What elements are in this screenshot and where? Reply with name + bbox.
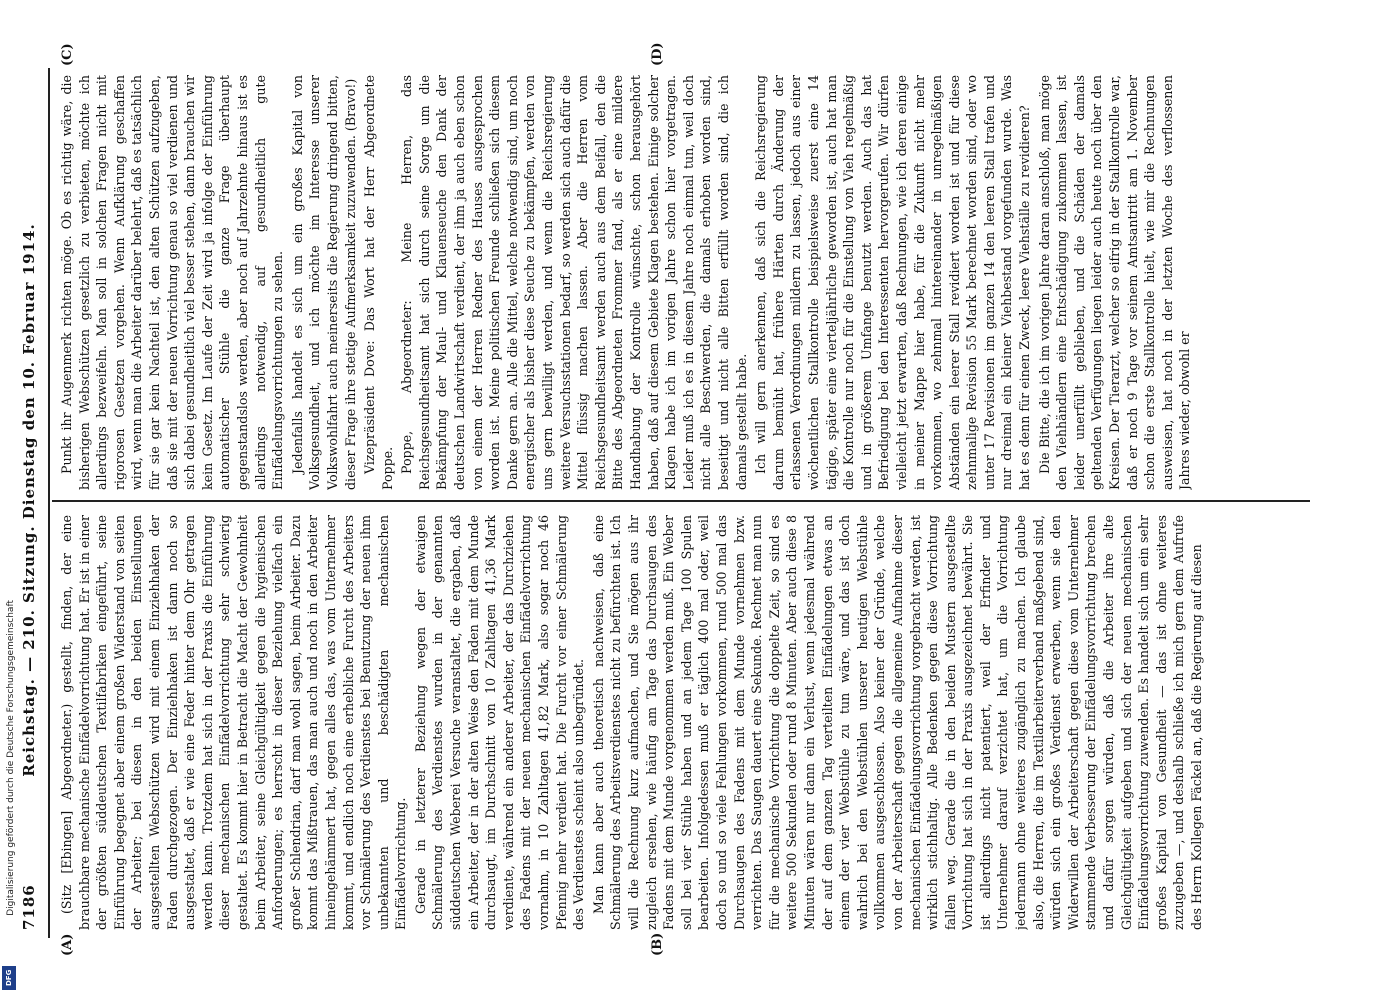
left-column xyxy=(58,515,1308,930)
speaker-paragraph: Poppe, Abgeordneter: Meine Herren, das Reichsgesundheitsamt hat sich durch seine Sorge um die Bekämpfung der Maul- und Klauenseuche den Dank der deutschen Landwirtschaft verdient, der ihm ja auch eben schon von einem der Herren Redner des Hauses ausgesprochen worden ist. Meine politischen Freunde schließen sich diesem Danke gern an. Alle die Mittel, welche notwendig sind, um noch energischer als bisher diese Seuche zu bekämpfen, werden von uns gern bewilligt werden, und wenn die Reichsregierung weitere Versuchsstationen bedarf, so werden sich auch dafür die Mittel flüssig machen lassen. Aber die Herren vom Reichsgesundheitsamt werden auch aus dem Beifall, den die Bitte des Abgeordneten Frommer fand, als er eine mildere Handhabung der Kontrolle wünschte, schon herausgehört haben, daß auf diesem Gebiete Klagen bestehen. Einige solcher Klagen habe ich im vorigen Jahre schon hier vorgetragen. Leider muß ich es in diesem Jahre noch einmal tun, weil doch nicht alle Beschwerden, die damals erhoben worden sind, beseitigt und nicht alle Bitten erfüllt worden sind, die ich damals gestellt habe. xyxy=(399,75,749,490)
margin-marker-c: (C) xyxy=(60,43,75,66)
paragraph: Man kann aber auch theoretisch nachweisen, daß eine Schmälerung des Arbeitsverdienstes nicht zu befürchten ist. Ich will die Rechnung kurz aufmachen, und Sie mögen aus ihr zugleich ersehen, wie häufig am Tage das Durchsaugen des Fadens mit dem Munde vorgenommen werden muß. Ein Weber soll bei vier Stühle haben und an jedem Tage 100 Spulen bearbeiten. Infolgedessen muß er täglich 400 mal oder, weil doch so und so viele Fehlungen vorkommen, rund 500 mal das Durchsaugen des Fadens mit dem Munde vornehmen bzw. verrichten. Das Saugen dauert eine Sekunde. Rechnet man nun für die mechanische Vorrichtung die doppelte Zeit, so sind es weitere 500 Sekunden oder rund 8 Minuten. Aber auch diese 8 Minuten wären nur dann ein Verlust, wenn jedesmal während der auf dem ganzen Tag verteilten Einfädelungen etwas an einem der vier Webstühle zu tun wäre, und das ist doch wahrlich bei den Webstühlen unserer heutigen Webstühle vollkommen ausgeschlossen. Also keiner der Gründe, welche von der Arbeiterschaft gegen die allgemeine Aufnahme dieser mechanischen Einfädelungsvorrichtung vorgebracht werden, ist wirklich stichhaltig. Alle Bedenken gegen diese Vorrichtung fallen weg. Gerade die in den beiden Mustern ausgestellte Vorrichtung hat sich in der Praxis ausgezeichnet bewährt. Sie ist allerdings nicht patentiert, weil der Erfinder und Unternehmer darauf verzichtet hat, um die Vorrichtung jedermann ohne weiteres zugänglich zu machen. Ich glaube also, die Herren, die im Textilarbeiterverband maßgebend sind, würden sich ein großes Verdienst erwerben, wenn sie den Widerwillen der Arbeiterschaft gegen diese vom Unternehmer stammende Verbesserung der Einfädelungsvorrichtung brechen und dafür sorgen würden, daß die Arbeiter ihre alte Gleichgültigkeit aufgeben und sich der neuen mechanischen Einfädelungsvorrichtung zuwenden. Es handelt sich um ein sehr großes Kapital von Gesundheit — das ist ohne weiteres zuzugeben —, und deshalb schließe ich mich gern dem Aufrufe des Herrn Kollegen Fäckel an, daß die Regierung auf diesen xyxy=(590,515,1204,930)
page-number: 7186 xyxy=(20,884,38,930)
page-header xyxy=(14,70,46,930)
paragraph: Punkt ihr Augenmerk richten möge. Ob es richtig wäre, die bisherigen Webschützen gesetzlich zu verbieten, möchte ich allerdings bezweifeln. Man soll in solchen Fragen nicht mit rigorosen Gesetzen vorgehen. Wenn Aufklärung geschaffen wird, wenn man die Arbeiter darüber belehrt, daß es tatsächlich für sie gar kein Nachteil ist, den alten Schützen aufzugeben, daß sie mit der neuen Vorrichtung genau so viel verdienen und sich dabei gesundheitlich viel besser stehen, dann brauchen wir kein Gesetz. Im Laufe der Zeit wird ja infolge der Einführung automatischer Stühle die ganze Frage überhaupt gegenstandslos werden, aber noch auf Jahrzehnte hinaus ist es allerdings notwendig, auf gesundheitlich gute Einfädelungsvorrichtungen zu sehen. xyxy=(59,75,286,490)
margin-marker-b: (B) xyxy=(650,932,665,956)
running-title: Reichstag. — 210. Sitzung. Dienstag den 10. Februar 1914. xyxy=(20,223,38,777)
header-rule xyxy=(48,68,50,938)
paragraph: (Sitz [Ebingen] Abgeordneter.) gestellt, finden, der eine brauchbare mechanische Einfädelvorrichtung hat. Er ist in einer der größten süddeutschen Textilfabriken eingeführt, seine Einführung begegnet aber einem großen Widerstand von seiten der Arbeiter; bei diesen in den beiden Einstellungen ausgestellten Webschützen wird mit einem Einziehhaken der Faden durchgezogen. Der Einziehhaken ist dann noch so ausgestaltet, daß er wie eine Feder hinter dem Ohr getragen werden kann. Trotzdem hat sich in der Praxis die Einführung dieser mechanischen Einfädelvorrichtung sehr schwierig gestaltet. Es kommt hier in Betracht die Macht der Gewohnheit beim Arbeiter, seine Gleichgültigkeit gegen die hygienischen Anforderungen; es herrscht in dieser Beziehung vielfach ein großer Schlendrian, darf man wohl sagen, beim Arbeiter. Dazu kommt das Mißtrauen, das man auch und noch in den Arbeiter hineingehämmert hat, gegen alles das, was vom Unternehmer kommt, und endlich noch eine erhebliche Furcht des Arbeiters vor Schmälerung des Verdienstes bei Benutzung der neuen ihm unbekannten und beschädigten mechanischen Einfädelvorrichtung. xyxy=(59,515,409,930)
digitization-credit: Digitalisierung gefördert durch die Deutsche Forschungsgemeinschaft xyxy=(6,600,16,916)
dfg-logo: DFG xyxy=(2,966,16,990)
column-divider xyxy=(52,500,1310,502)
paragraph: Gerade in letzterer Beziehung wegen der etwaigen Schmälerung des Verdienstes wurden in der genannten süddeutschen Weberei Versuche veranstaltet, die ergaben, daß ein Arbeiter, der in der alten Weise den Faden mit dem Munde durchsaugt, im Durchschnitt von 10 Zahltagen 41,36 Mark verdiente, während ein anderer Arbeiter, der das Durchziehen des Fadens mit der neuen mechanischen Einfädelvorrichtung vornahm, in 10 Zahltagen 41,82 Mark, also sogar noch 46 Pfennig mehr verdient hat. Die Furcht vor einer Schmälerung des Verdienstes scheint also unbegründet. xyxy=(412,515,587,930)
margin-marker-a: (A) xyxy=(60,933,75,956)
paragraph: Jedenfalls handelt es sich um ein großes Kapital von Volksgesundheit, und ich möchte im Interesse unserer Volkswohlfahrt auch meinerseits die Regierung dringend bitten, dieser Frage ihre stetige Aufmerksamkeit zuzuwenden. (Bravo!) xyxy=(289,75,358,490)
paragraph: Die Bitte, die ich im vorigen Jahre daran anschloß, man möge den Viehhändlern eine Entschädigung zukommen lassen, ist leider unerfüllt geblieben, und die Schäden der damals geltenden Verfügungen liegen leider auch heute noch über den Kreisen. Der Tierarzt, welcher so eifrig in der Stallkontrolle war, daß er noch 9 Tage vor seinem Amtsantritt am 1. November schon die erste Stallkontrolle hielt, wie mir die Rechnungen ausweisen, hat noch in der letzten Woche des verflossenen Jahres wieder, obwohl er xyxy=(1036,75,1193,490)
paragraph: Ich will gern anerkennen, daß sich die Reichsregierung darum bemüht hat, frühere Härten durch Änderung der erlassenen Verordnungen mildern zu lassen, jedoch aus einer wöchentlichen Stallkontrolle beispielsweise zuerst eine 14 tägige, später eine vierteljährliche geworden ist, auch hat man die Kontrolle nur noch für die Einstellung von Vieh regelmäßig und in größerem Umfange benutzt werden. Auch das hat Befriedigung bei den Interessenten hervorgerufen. Wir dürfen vielleicht jetzt erwarten, daß Rechnungen, wie ich deren einige in meiner Mappe hier habe, für die Zukunft nicht mehr vorkommen, wo zehnmal hintereinander in unregelmäßigen Abständen ein leerer Stall revidiert worden ist und für diese zehnmalige Revision 55 Mark berechnet worden sind, oder wo unter 17 Revisionen im ganzen 14 den leeren Stall trafen und nur dreimal ein kleiner Viehbestand vorgefunden wurde. Was hat es denn für einen Zweck, leere Viehställe zu revidieren? xyxy=(753,75,1033,490)
margin-marker-d: (D) xyxy=(650,42,665,66)
right-column xyxy=(58,75,1308,490)
speaker-paragraph: Vizepräsident Dove: Das Wort hat der Herr Abgeordnete Poppe. xyxy=(362,75,395,490)
